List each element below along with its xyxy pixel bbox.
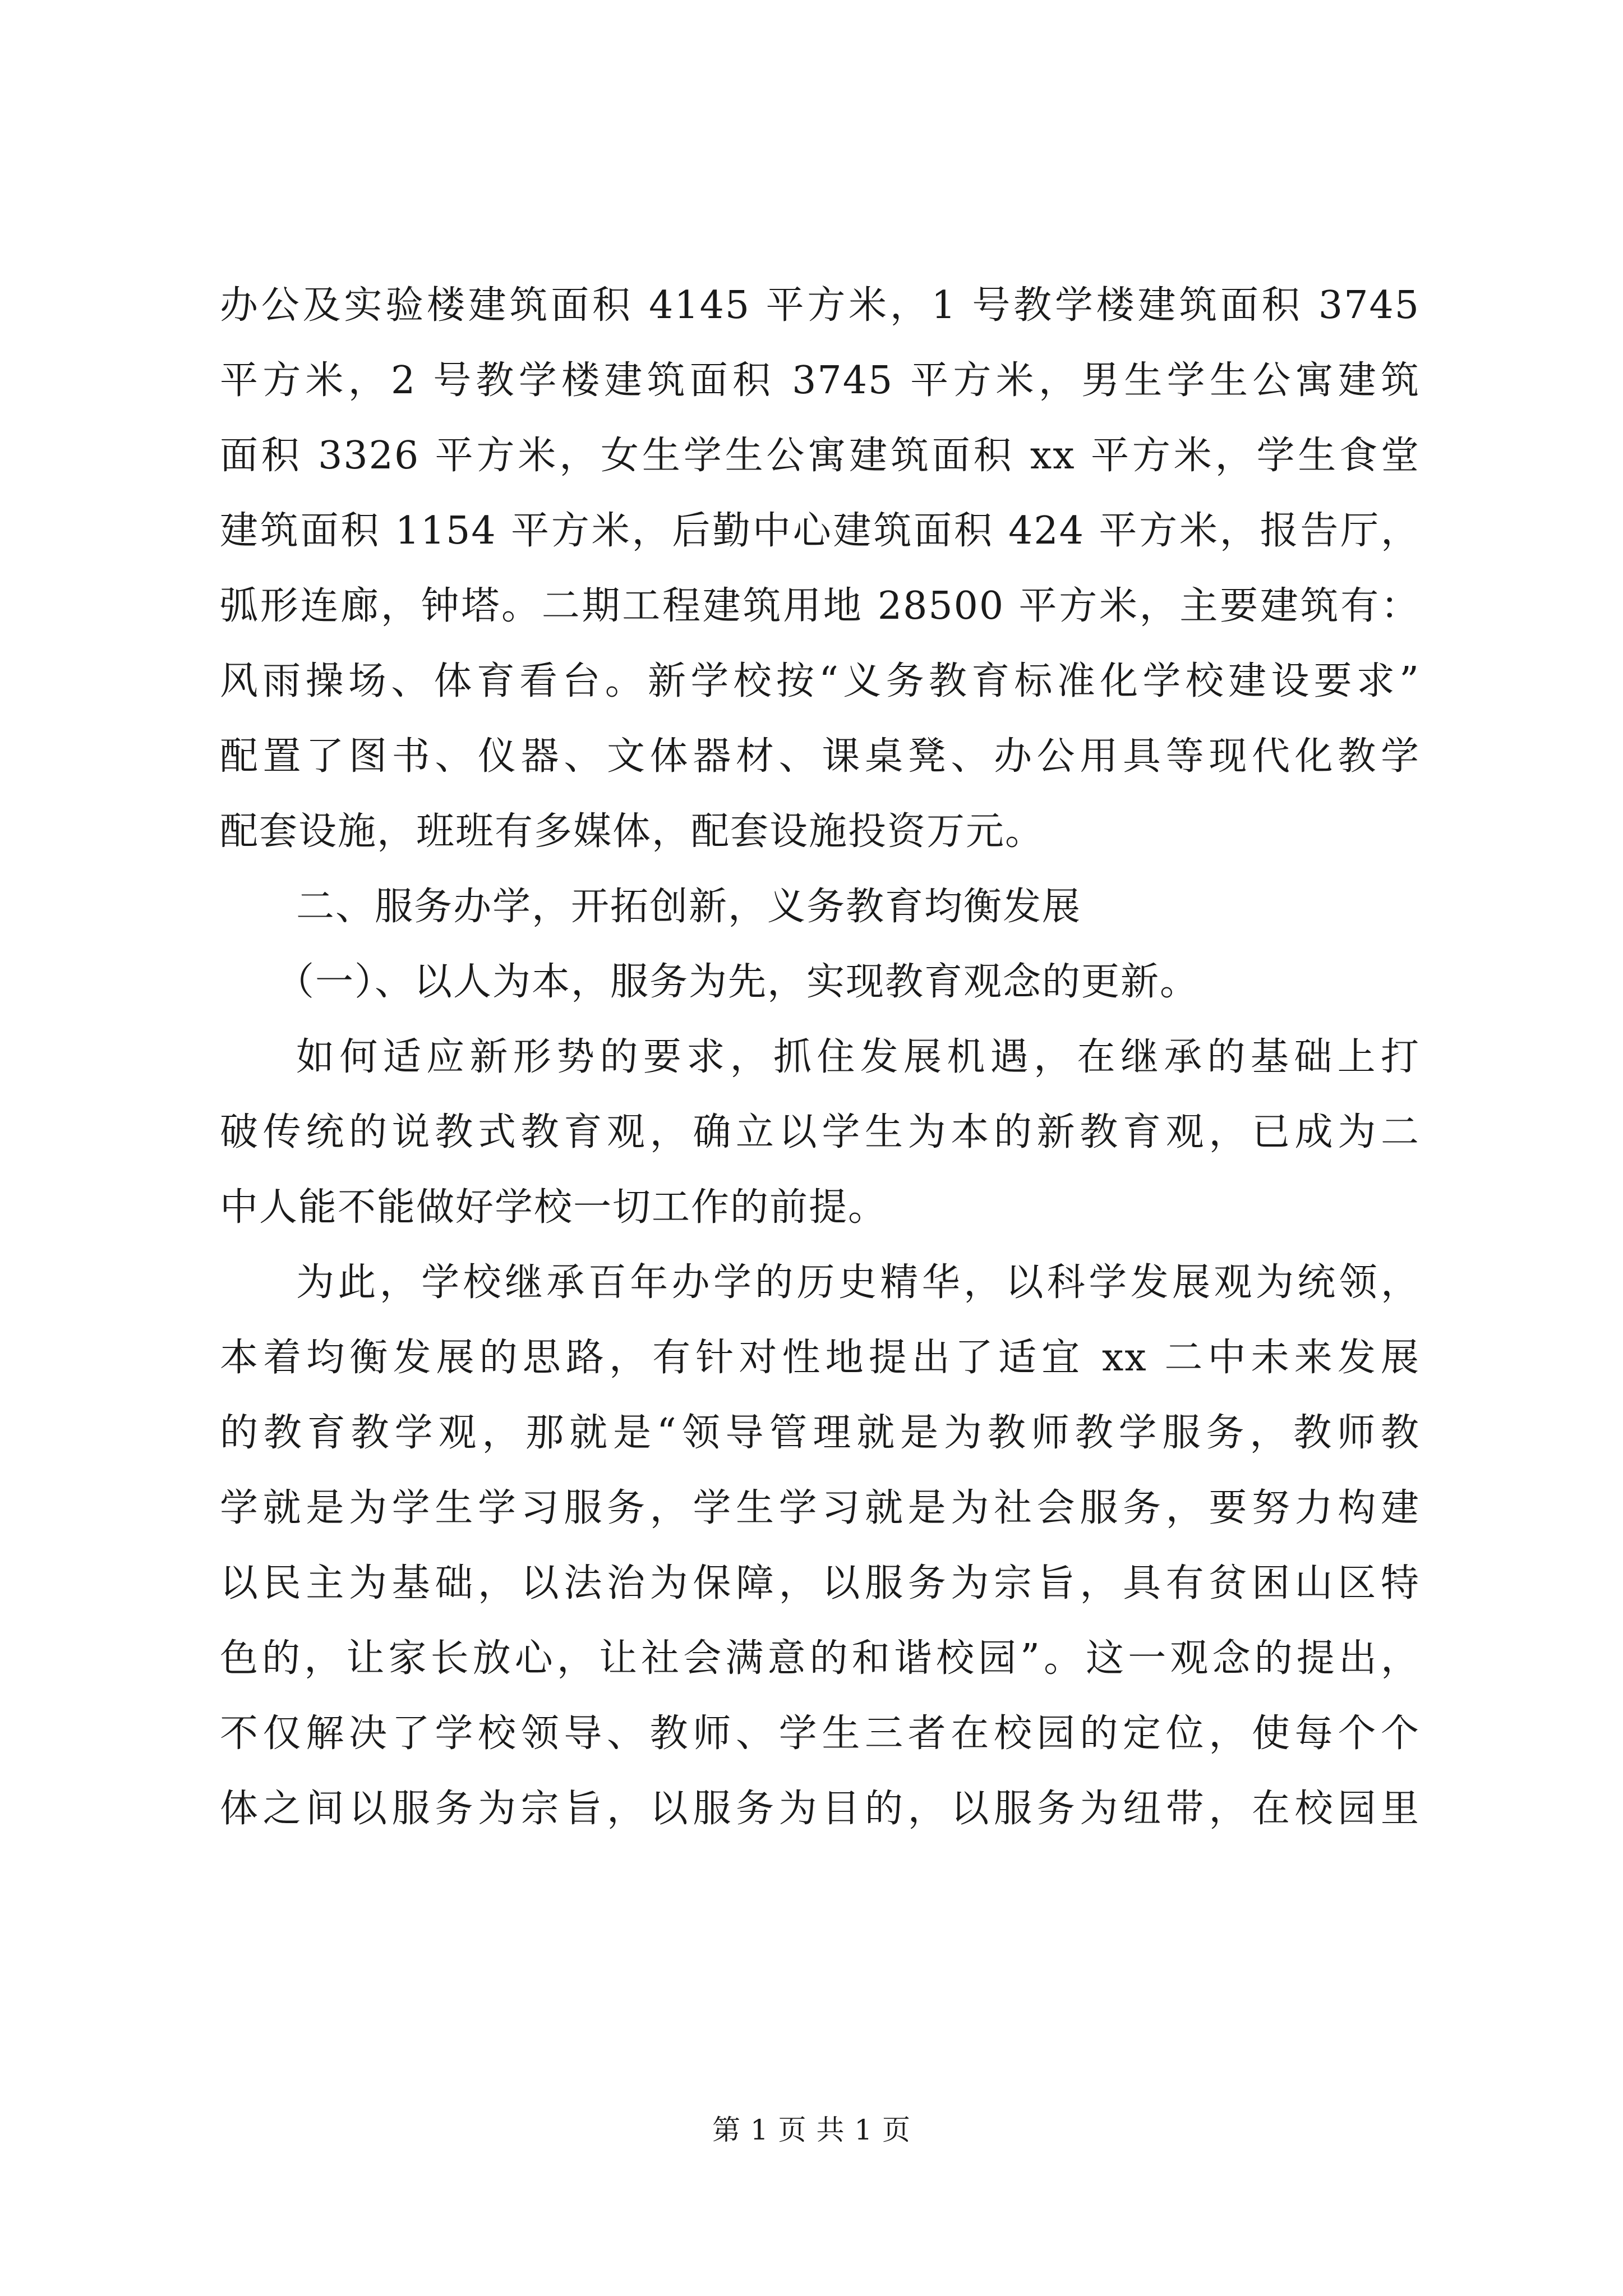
text-line: 学就是为学生学习服务，学生学习就是为社会服务，要努力构建	[220, 1486, 1420, 1530]
text-line: 的教育教学观，那就是“领导管理就是为教师教学服务，教师教	[220, 1411, 1420, 1455]
text-line: 本着均衡发展的思路，有针对性地提出了适宜 xx 二中未来发展	[220, 1336, 1420, 1380]
text-line: 面积 3326 平方米，女生学生公寓建筑面积 xx 平方米，学生食堂	[220, 434, 1420, 478]
text-line: 风雨操场、体育看台。新学校按“义务教育标准化学校建设要求”	[220, 659, 1420, 703]
text-line: 建筑面积 1154 平方米，后勤中心建筑面积 424 平方米，报告厅，	[220, 509, 1420, 553]
subsection-heading: （一）、以人为本，服务为先，实现教育观念的更新。	[276, 960, 1200, 1004]
text-line: 弧形连廊，钟塔。二期工程建筑用地 28500 平方米，主要建筑有：	[220, 584, 1420, 628]
text-line: 色的，让家长放心，让社会满意的和谐校园”。这一观念的提出，	[220, 1636, 1420, 1681]
text-line: 如何适应新形势的要求，抓住发展机遇，在继承的基础上打	[296, 1035, 1420, 1079]
text-line: 为此，学校继承百年办学的历史精华，以科学发展观为统领，	[296, 1260, 1420, 1305]
text-line: 配套设施，班班有多媒体，配套设施投资万元。	[220, 809, 1045, 854]
text-line: 办公及实验楼建筑面积 4145 平方米，1 号教学楼建筑面积 3745	[220, 283, 1420, 328]
text-line: 平方米，2 号教学楼建筑面积 3745 平方米，男生学生公寓建筑	[220, 358, 1420, 403]
text-line: 中人能不能做好学校一切工作的前提。	[220, 1185, 888, 1230]
text-line: 体之间以服务为宗旨，以服务为目的，以服务为纽带，在校园里	[220, 1787, 1420, 1831]
page-footer: 第 1 页 共 1 页	[712, 2114, 911, 2146]
text-line: 以民主为基础，以法治为保障，以服务为宗旨，具有贫困山区特	[220, 1561, 1420, 1605]
text-line: 不仅解决了学校领导、教师、学生三者在校园的定位，使每个个	[220, 1711, 1420, 1756]
text-line: 破传统的说教式教育观，确立以学生为本的新教育观，已成为二	[220, 1110, 1420, 1154]
text-line: 配置了图书、仪器、文体器材、课桌凳、办公用具等现代化教学	[220, 734, 1420, 779]
section-heading: 二、服务办学，开拓创新，义务教育均衡发展	[296, 885, 1082, 929]
